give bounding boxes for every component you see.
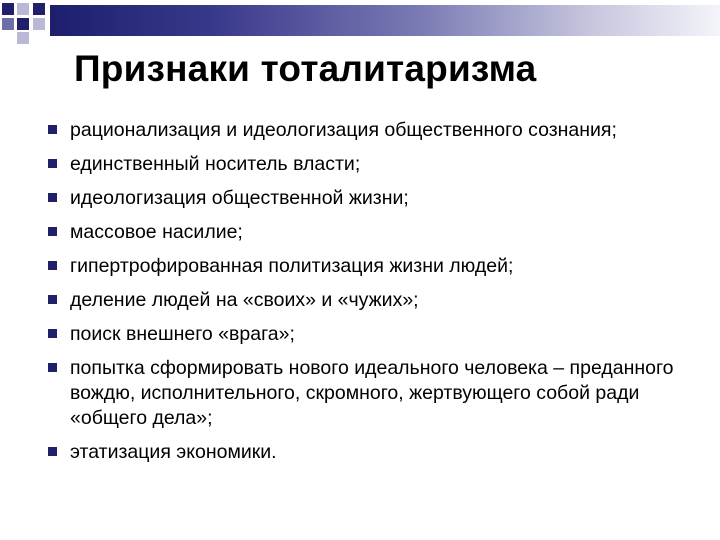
decor-square [2, 18, 14, 30]
decor-square [2, 3, 14, 15]
bullet-item [46, 118, 686, 143]
decor-square [17, 18, 29, 30]
bullet-list [46, 118, 686, 474]
square-bullet-icon [48, 193, 57, 202]
bullet-text: попытка сформировать нового идеального человека – преданного вождю, исполнительного, скромного, жертвующего собой ради «общего дела»; [70, 357, 674, 429]
square-bullet-icon [48, 261, 57, 270]
slide-title: Признаки тоталитаризма [74, 48, 537, 89]
bullet-item [46, 152, 686, 177]
bullet-text: единственный носитель власти; [70, 153, 361, 175]
decor-square [33, 18, 45, 30]
header-gradient-bar [50, 5, 720, 36]
square-bullet-icon [48, 295, 57, 304]
bullet-item [46, 322, 686, 347]
bullet-item [46, 440, 686, 465]
square-bullet-icon [48, 329, 57, 338]
square-bullet-icon [48, 125, 57, 134]
bullet-text: идеологизация общественной жизни; [70, 187, 409, 209]
square-bullet-icon [48, 447, 57, 456]
header-decoration [0, 0, 720, 44]
square-bullet-icon [48, 363, 57, 372]
bullet-text: массовое насилие; [70, 221, 243, 243]
square-bullet-icon [48, 227, 57, 236]
bullet-item [46, 254, 686, 279]
bullet-item [46, 220, 686, 245]
bullet-text: рационализация и идеологизация общественного сознания; [70, 119, 617, 141]
bullet-text: этатизация экономики. [70, 441, 277, 463]
decor-square [17, 32, 29, 44]
bullet-text: гипертрофированная политизация жизни людей; [70, 255, 514, 277]
bullet-item [46, 288, 686, 313]
bullet-item [46, 186, 686, 211]
decor-square [17, 3, 29, 15]
square-bullet-icon [48, 159, 57, 168]
bullet-text: поиск внешнего «врага»; [70, 323, 295, 345]
decor-square [33, 3, 45, 15]
bullet-text: деление людей на «своих» и «чужих»; [70, 289, 419, 311]
bullet-item [46, 356, 686, 431]
